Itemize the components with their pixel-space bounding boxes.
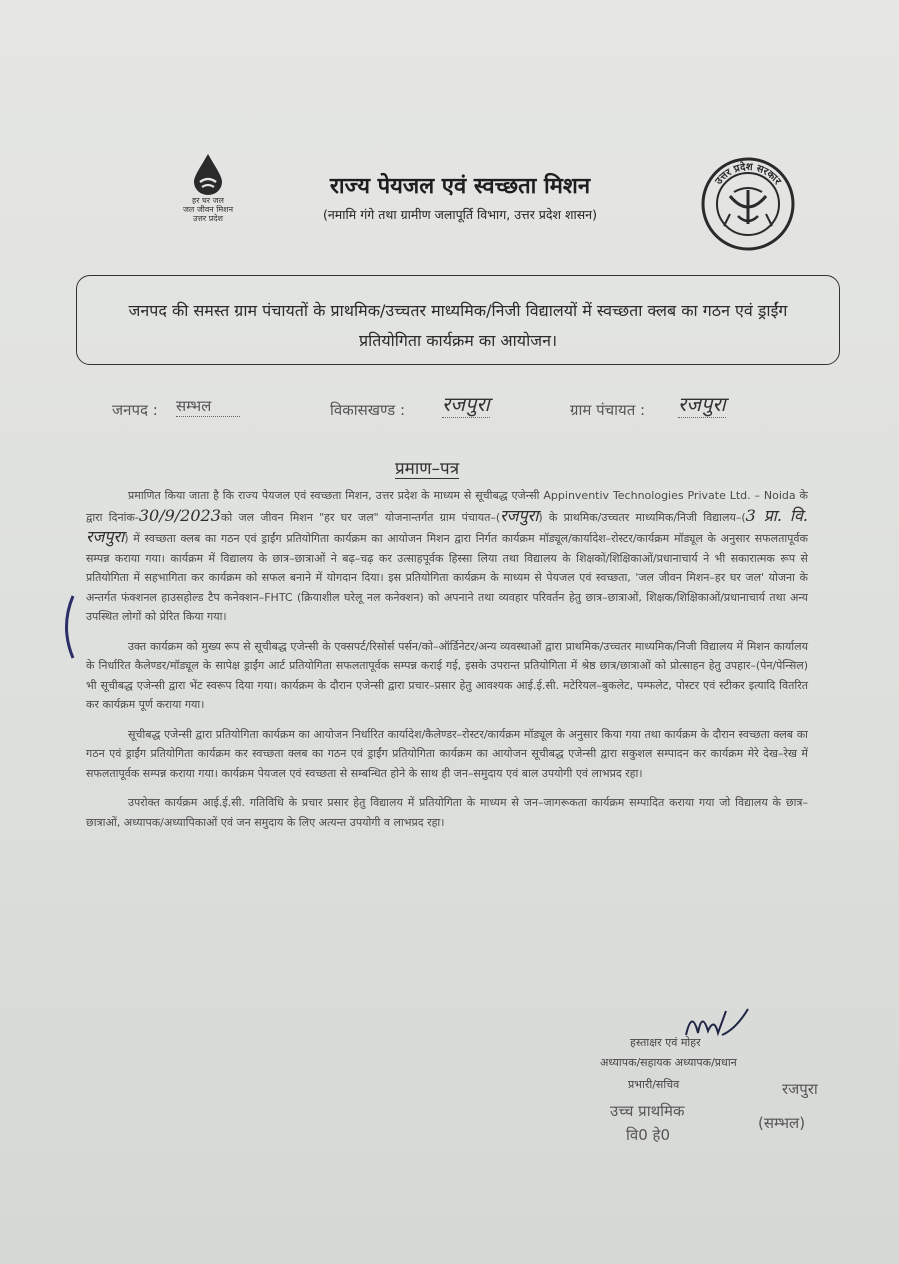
- stamp-right-1: रजपुरा: [782, 1080, 818, 1098]
- margin-bracket-mark: [58, 594, 76, 660]
- logo-caption-2: जल जीवन मिशन: [182, 205, 234, 214]
- department-subtitle: (नमामि गंगे तथा ग्रामीण जलापूर्ति विभाग, उत्तर प्रदेश शासन): [322, 207, 597, 222]
- p1-text-c: ) के प्राथमिक/उच्चतर माध्यमिक/निजी विद्यालय–(: [538, 510, 746, 524]
- role-line-1: अध्यापक/सहायक अध्यापक/प्रधान: [600, 1056, 737, 1069]
- certificate-heading: प्रमाण–पत्र: [395, 459, 460, 479]
- logo-caption-1: हर घर जल: [192, 196, 224, 205]
- certificate-body: [86, 486, 808, 842]
- block-label: विकासखण्ड :: [330, 401, 406, 419]
- p1-text-d: ) में स्वच्छता क्लब का गठन एवं ड्राईंग प्रतियोगिता कार्यक्रम का आयोजन मिशन द्वारा निर्गत कार्यक्रम मॉड्यूल/कार्यादेश–रोस्टर/कार्यक्रम मॉड्यूल के अनुसार सफलतापूर्वक सम्पन्न कराया गया। कार्यक्रम में विद्यालय के छात्र–छात्राओं ने बढ़–चढ़ कर उत्साहपूर्वक हिस्सा लिया तथा विद्यालय के शिक्षकों/शिक्षिकाओं/प्रधानाचार्य ने भी सकारात्मक रूप से प्रतियोगिता में सहभागिता कर कार्यक्रम को सफल बनाने में योगदान दिया। इस प्रतियोगिता कार्यक्रम के माध्यम से पेयजल एवं स्वच्छता, 'जल जीवन मिशन–हर घर जल' योजना के अन्तर्गत फंक्शनल हाउसहोल्ड टैप कनेक्शन–FHTC (क्रियाशील घरेलू नल कनेक्शन) को अपनाने तथा व्यवहार परिवर्तन हेतु छात्र–छात्राओं, शिक्षक/शिक्षिकाओं/प्रधानाचार्य तथा अन्य उपस्थित लोगों को प्रेरित किया गया।: [86, 532, 808, 623]
- up-government-seal: [700, 156, 796, 252]
- district-label: जनपद :: [112, 401, 158, 419]
- p1-gram-panchayat: रजपुरा: [500, 505, 539, 525]
- logo-caption-3: उत्तर प्रदेश: [193, 214, 223, 223]
- stamp-line-2: वि0 हे0: [626, 1126, 671, 1144]
- district-value-line: [176, 396, 240, 417]
- stamp-line-1: उच्च प्राथमिक: [610, 1102, 685, 1120]
- gram-panchayat-label: ग्राम पंचायत :: [570, 401, 646, 419]
- paragraph-1: [86, 486, 808, 627]
- role-line-2: प्रभारी/सचिव: [628, 1078, 680, 1091]
- p1-text-b: को जल जीवन मिशन "हर घर जल" योजनान्तर्गत ग्राम पंचायत–(: [220, 510, 501, 524]
- water-drop-icon: [190, 152, 226, 196]
- mission-title: राज्य पेयजल एवं स्वच्छता मिशन: [329, 174, 591, 199]
- letterhead: [260, 170, 660, 223]
- subject-box: जनपद की समस्त ग्राम पंचायतों के प्राथमिक/उच्चतर माध्यमिक/निजी विद्यालयों में स्वच्छता क्लब का गठन एवं ड्राईंग प्रतियोगिता कार्यक्रम का आयोजन।: [76, 275, 840, 365]
- paragraph-3: सूचीबद्ध एजेन्सी द्वारा प्रतियोगिता कार्यक्रम का आयोजन निर्धारित कार्यादेश/कैलेण्डर–रोस्टर/कार्यक्रम मॉड्यूल के अनुसार किया गया तथा कार्यक्रम के दौरान स्वच्छता क्लब का गठन एवं ड्राईंग प्रतियोगिता कार्यक्रम कर स्वच्छता क्लब का गठन एवं ड्राईंग प्रतियोगिता कार्यक्रम का आयोजन सूचीबद्ध एजेन्सी द्वारा सकुशल सम्पादन कर कार्यक्रम मेरे देख–रेख में सफलतापूर्वक सम्पन्न कराया गया। कार्यक्रम पेयजल एवं स्वच्छता से सम्बन्धित होने के साथ ही जन–समुदाय एवं बाल उपयोगी एवं लाभप्रद रहा।: [86, 727, 808, 780]
- seal-text: उत्तर प्रदेश सरकार: [713, 161, 783, 187]
- paragraph-2: उक्त कार्यक्रम को मुख्य रूप से सूचीबद्ध एजेन्सी के एक्सपर्ट/रिसोर्स पर्सन/को–ऑर्डिनेटर/अन्य व्यवस्थाओं द्वारा प्राथमिक/उच्चतर माध्यमिक/निजी विद्यालय में मिशन कार्यालय के निर्धारित कैलेण्डर/मॉड्यूल के सापेक्ष ड्राईंग आर्ट प्रतियोगिता सफलतापूर्वक सम्पन्न कराई गई, इसके उपरान्त प्रतियोगिता में श्रेष्ठ छात्र/छात्राओं को प्रोत्साहन हेतु उपहार–(पेन/पेन्सिल) भी सूचीबद्ध एजेन्सी द्वारा भेंट स्वरूप दिया गया। कार्यक्रम के दौरान एजेन्सी द्वारा प्रचार–प्रसार हेतु आवश्यक आई.ई.सी. मटेरियल–बुकलेट, पम्फलेट, पोस्टर एवं स्टीकर इत्यादि वितरित कर कार्यक्रम पूर्ण कराया गया।: [86, 639, 808, 711]
- event-date: 30/9/2023: [138, 505, 221, 525]
- paragraph-4: उपरोक्त कार्यक्रम आई.ई.सी. गतिविधि के प्रचार प्रसार हेतु विद्यालय में प्रतियोगिता के माध्यम से जन–जागरूकता कार्यक्रम सम्पादित कराया गया जो विद्यालय के छात्र–छात्राओं, अध्यापक/अध्यापिकाओं एवं जन समुदाय के लिए अत्यन्त उपयोगी व लाभप्रद रहा।: [86, 796, 808, 829]
- gram-panchayat-value: रजपुरा: [678, 392, 726, 416]
- p1-text-a: प्रमाणित किया जाता है कि राज्य पेयजल एवं स्वच्छता मिशन, उत्तर प्रदेश के माध्यम से सूचीबद्ध एजेन्सी Appinventiv Technologies Private Ltd. – Noida के द्वारा दिनांक-: [86, 489, 808, 524]
- p1-school-name: 3 प्रा. वि. रजपुरा: [86, 505, 809, 546]
- seal-emblem-icon: [700, 156, 796, 252]
- jal-jeevan-mission-logo: [178, 152, 238, 223]
- district-value: सम्भल: [176, 397, 212, 415]
- stamp-right-2: (सम्भल): [758, 1114, 806, 1132]
- block-value: रजपुरा: [442, 392, 490, 416]
- sign-label: हस्ताक्षर एवं मोहर: [630, 1036, 701, 1049]
